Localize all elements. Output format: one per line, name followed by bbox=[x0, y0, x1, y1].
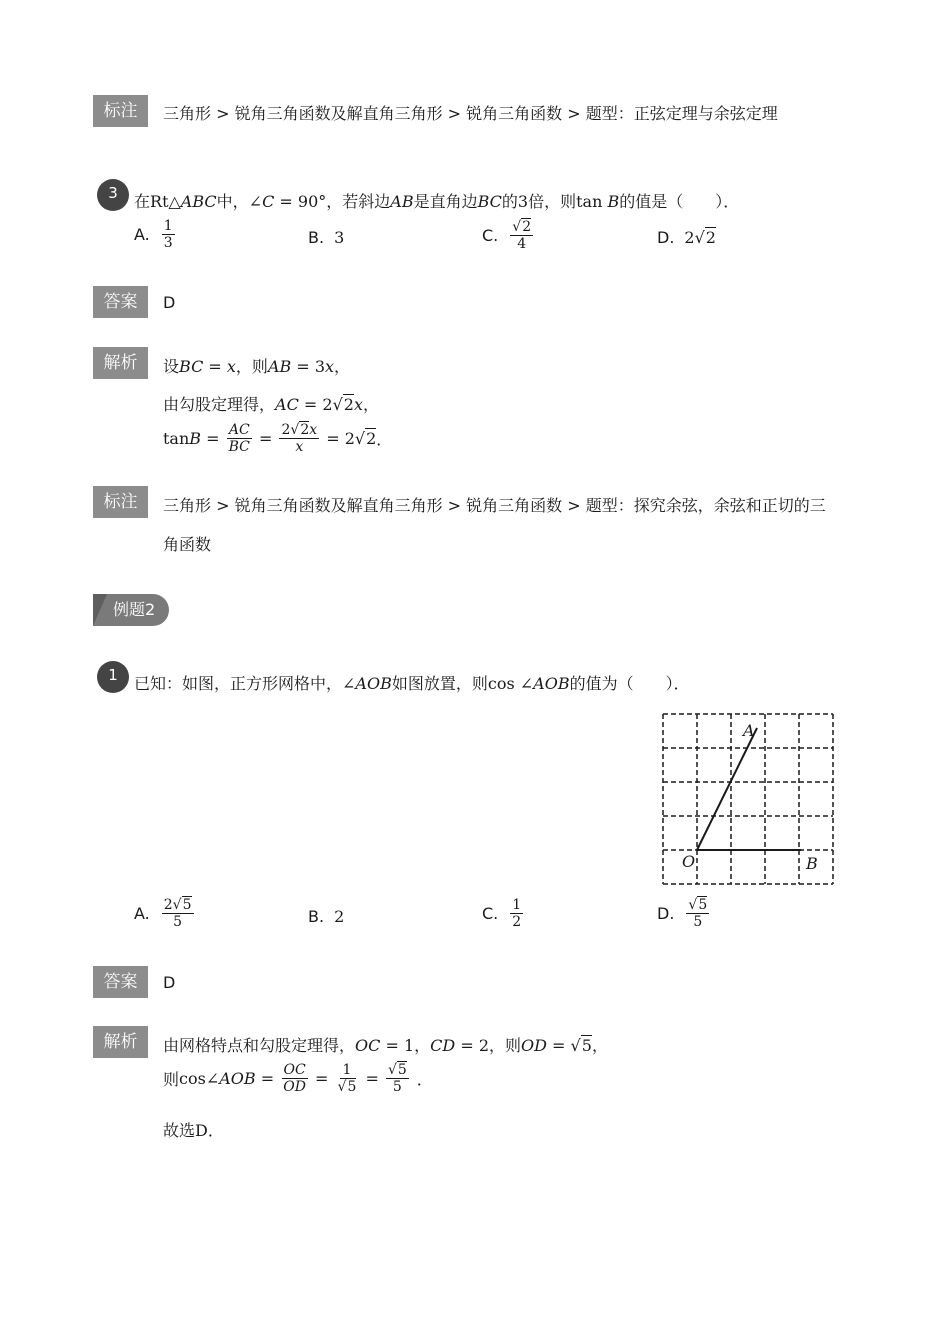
answer-value: D bbox=[163, 293, 176, 312]
answer-tag: 答案 bbox=[93, 966, 148, 998]
note-text-line-1: 三角形 > 锐角三角函数及解直角三角形 > 锐角三角函数 > 题型：探究余弦，余弦和正切的三 bbox=[163, 496, 826, 515]
note-tag: 标注 bbox=[93, 95, 148, 127]
note-text: 三角形 > 锐角三角函数及解直角三角形 > 锐角三角函数 > 题型：正弦定理与余弦定理 bbox=[163, 104, 778, 123]
note-text-line-2: 角函数 bbox=[163, 535, 212, 554]
ray-oa bbox=[697, 728, 757, 850]
label-o: O bbox=[682, 852, 696, 871]
analysis-tag: 解析 bbox=[93, 347, 148, 379]
answer-tag: 答案 bbox=[93, 286, 148, 318]
question-number-badge: 3 bbox=[97, 179, 129, 211]
option-d[interactable]: D. $\frac{√5}{5}$ bbox=[657, 897, 708, 931]
analysis-line-1: 设BC = x，则AB = 3x， bbox=[163, 357, 351, 376]
label-a: A bbox=[743, 721, 755, 740]
analysis-line-2: 则 cos ∠ AOB = $\frac{OC}{OD}$ = $\frac{1}{√5}$ = $\frac{√5}{5}$ ． bbox=[163, 1062, 433, 1096]
option-b[interactable]: B. 3 bbox=[308, 228, 345, 247]
example-heading: 例题2 bbox=[93, 594, 169, 626]
analysis-line-1: 由网格特点和勾股定理得，OC = 1，CD = 2，则OD = √5， bbox=[163, 1036, 608, 1055]
option-a[interactable]: A. $\frac{2√5}{5}$ bbox=[134, 897, 192, 931]
question-number-badge: 1 bbox=[97, 661, 129, 693]
note-tag: 标注 bbox=[93, 486, 148, 518]
answer-value: D bbox=[163, 973, 176, 992]
option-c[interactable]: C. $\frac{√2}{4}$ bbox=[482, 219, 532, 253]
option-a[interactable]: A. $\frac{1}{3}$ bbox=[134, 218, 173, 252]
example-heading-corner bbox=[93, 594, 107, 626]
option-d[interactable]: D. 2 √2 bbox=[657, 228, 716, 247]
question-1-text: 已知：如图，正方形网格中，∠AOB如图放置，则cos ∠AOB的值为（ ）． bbox=[134, 674, 690, 693]
analysis-line-3: tan B = $\frac{AC}{BC}$ = $\frac{2√2x}{x}$ = 2 √2 ． bbox=[163, 422, 393, 456]
analysis-line-2: 由勾股定理得，AC = 2√2x， bbox=[163, 395, 380, 414]
option-c[interactable]: C. $\frac{1}{2}$ bbox=[482, 897, 522, 931]
question-3-text: 在Rt△ABC中，∠C = 90°，若斜边AB是直角边BC的3倍，则tan B的值是（ ）． bbox=[134, 192, 740, 211]
analysis-tag: 解析 bbox=[93, 1026, 148, 1058]
grid-figure bbox=[655, 706, 845, 894]
label-b: B bbox=[806, 854, 818, 873]
option-b[interactable]: B. 2 bbox=[308, 907, 345, 926]
analysis-line-3: 故选D． bbox=[163, 1121, 224, 1140]
